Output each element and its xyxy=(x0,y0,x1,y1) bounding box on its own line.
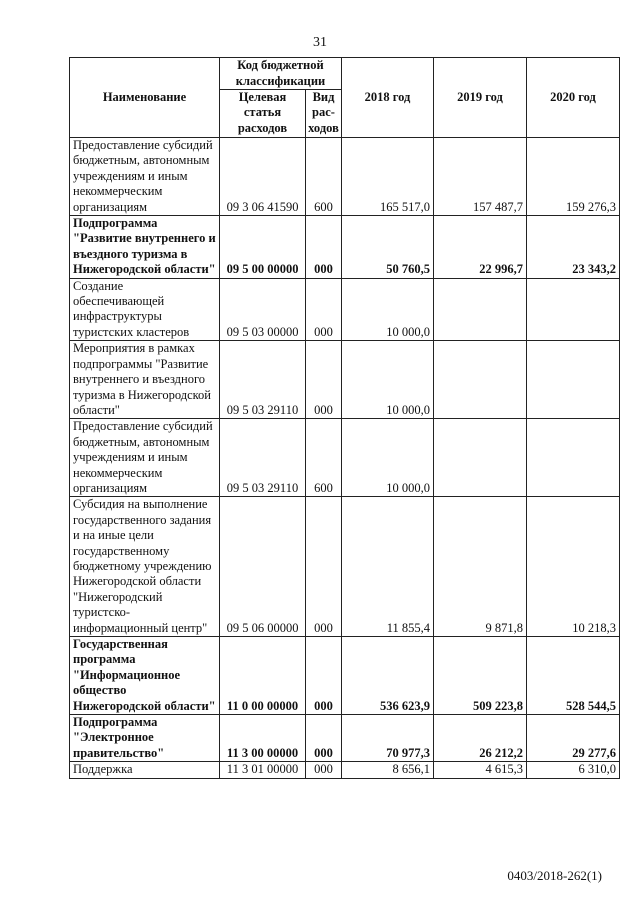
row-value-2020: 528 544,5 xyxy=(527,637,620,715)
row-name: Государственная программа "Информационное общество Нижегородской области" xyxy=(70,637,220,715)
row-value-2019: 4 615,3 xyxy=(434,762,527,778)
row-value-2019: 509 223,8 xyxy=(434,637,527,715)
row-value-2018: 10 000,0 xyxy=(342,341,434,419)
row-name: Подпрограмма "Развитие внутреннего и въездного туризма в Нижегородской области" xyxy=(70,216,220,279)
row-value-2020 xyxy=(527,278,620,341)
row-name: Субсидия на выполнение государственного задания и на иные цели государственному бюджетному учреждению Нижегородской области "Нижегородский туристско-информационный центр" xyxy=(70,497,220,637)
header-code-group: Код бюджетной классификации xyxy=(220,58,342,90)
row-expense-type: 000 xyxy=(306,637,342,715)
row-expense-type: 000 xyxy=(306,497,342,637)
row-value-2019: 9 871,8 xyxy=(434,497,527,637)
row-value-2019: 22 996,7 xyxy=(434,216,527,279)
row-target-code: 11 0 00 00000 xyxy=(220,637,306,715)
row-expense-type: 000 xyxy=(306,715,342,762)
header-name: Наименование xyxy=(70,58,220,138)
row-name: Предоставление субсидий бюджетным, автономным учреждениям и иным некоммерческим организациям xyxy=(70,419,220,497)
row-value-2020: 159 276,3 xyxy=(527,138,620,216)
row-target-code: 09 5 00 00000 xyxy=(220,216,306,279)
row-value-2019: 26 212,2 xyxy=(434,715,527,762)
table-row xyxy=(70,762,620,778)
row-value-2020 xyxy=(527,419,620,497)
table-row xyxy=(70,216,620,279)
row-target-code: 09 5 03 00000 xyxy=(220,278,306,341)
row-name: Подпрограмма "Электронное правительство" xyxy=(70,715,220,762)
row-name: Предоставление субсидий бюджетным, автономным учреждениям и иным некоммерческим организациям xyxy=(70,138,220,216)
table-row xyxy=(70,278,620,341)
table-row xyxy=(70,138,620,216)
row-value-2018: 8 656,1 xyxy=(342,762,434,778)
row-value-2019: 157 487,7 xyxy=(434,138,527,216)
row-value-2019 xyxy=(434,278,527,341)
row-expense-type: 000 xyxy=(306,762,342,778)
row-value-2020: 10 218,3 xyxy=(527,497,620,637)
row-value-2019 xyxy=(434,419,527,497)
table-row xyxy=(70,715,620,762)
budget-table xyxy=(69,57,620,779)
row-expense-type: 000 xyxy=(306,278,342,341)
row-expense-type: 600 xyxy=(306,138,342,216)
row-target-code: 09 5 03 29110 xyxy=(220,419,306,497)
row-value-2018: 10 000,0 xyxy=(342,419,434,497)
row-target-code: 09 3 06 41590 xyxy=(220,138,306,216)
table-row xyxy=(70,419,620,497)
header-target-article: Целевая статья расходов xyxy=(220,90,306,138)
row-target-code: 09 5 03 29110 xyxy=(220,341,306,419)
row-value-2020 xyxy=(527,341,620,419)
row-expense-type: 000 xyxy=(306,341,342,419)
row-value-2018: 10 000,0 xyxy=(342,278,434,341)
row-value-2018: 165 517,0 xyxy=(342,138,434,216)
row-expense-type: 600 xyxy=(306,419,342,497)
table-row xyxy=(70,341,620,419)
header-expense-type: Вид рас-ходов xyxy=(306,90,342,138)
header-2020: 2020 год xyxy=(527,58,620,138)
row-value-2020: 23 343,2 xyxy=(527,216,620,279)
header-2018: 2018 год xyxy=(342,58,434,138)
row-name: Мероприятия в рамках подпрограммы "Развитие внутреннего и въездного туризма в Нижегородской области" xyxy=(70,341,220,419)
row-name: Поддержка xyxy=(70,762,220,778)
table-row xyxy=(70,497,620,637)
row-target-code: 09 5 06 00000 xyxy=(220,497,306,637)
row-value-2018: 70 977,3 xyxy=(342,715,434,762)
row-value-2018: 11 855,4 xyxy=(342,497,434,637)
row-value-2020: 6 310,0 xyxy=(527,762,620,778)
row-target-code: 11 3 01 00000 xyxy=(220,762,306,778)
row-value-2020: 29 277,6 xyxy=(527,715,620,762)
row-value-2019 xyxy=(434,341,527,419)
table-row xyxy=(70,637,620,715)
header-2019: 2019 год xyxy=(434,58,527,138)
row-target-code: 11 3 00 00000 xyxy=(220,715,306,762)
row-name: Создание обеспечивающей инфраструктуры туристских кластеров xyxy=(70,278,220,341)
document-id: 0403/2018-262(1) xyxy=(507,868,602,883)
table-header xyxy=(70,58,620,138)
table-body xyxy=(70,138,620,779)
row-expense-type: 000 xyxy=(306,216,342,279)
page-number: 31 xyxy=(313,35,327,50)
row-value-2018: 536 623,9 xyxy=(342,637,434,715)
row-value-2018: 50 760,5 xyxy=(342,216,434,279)
